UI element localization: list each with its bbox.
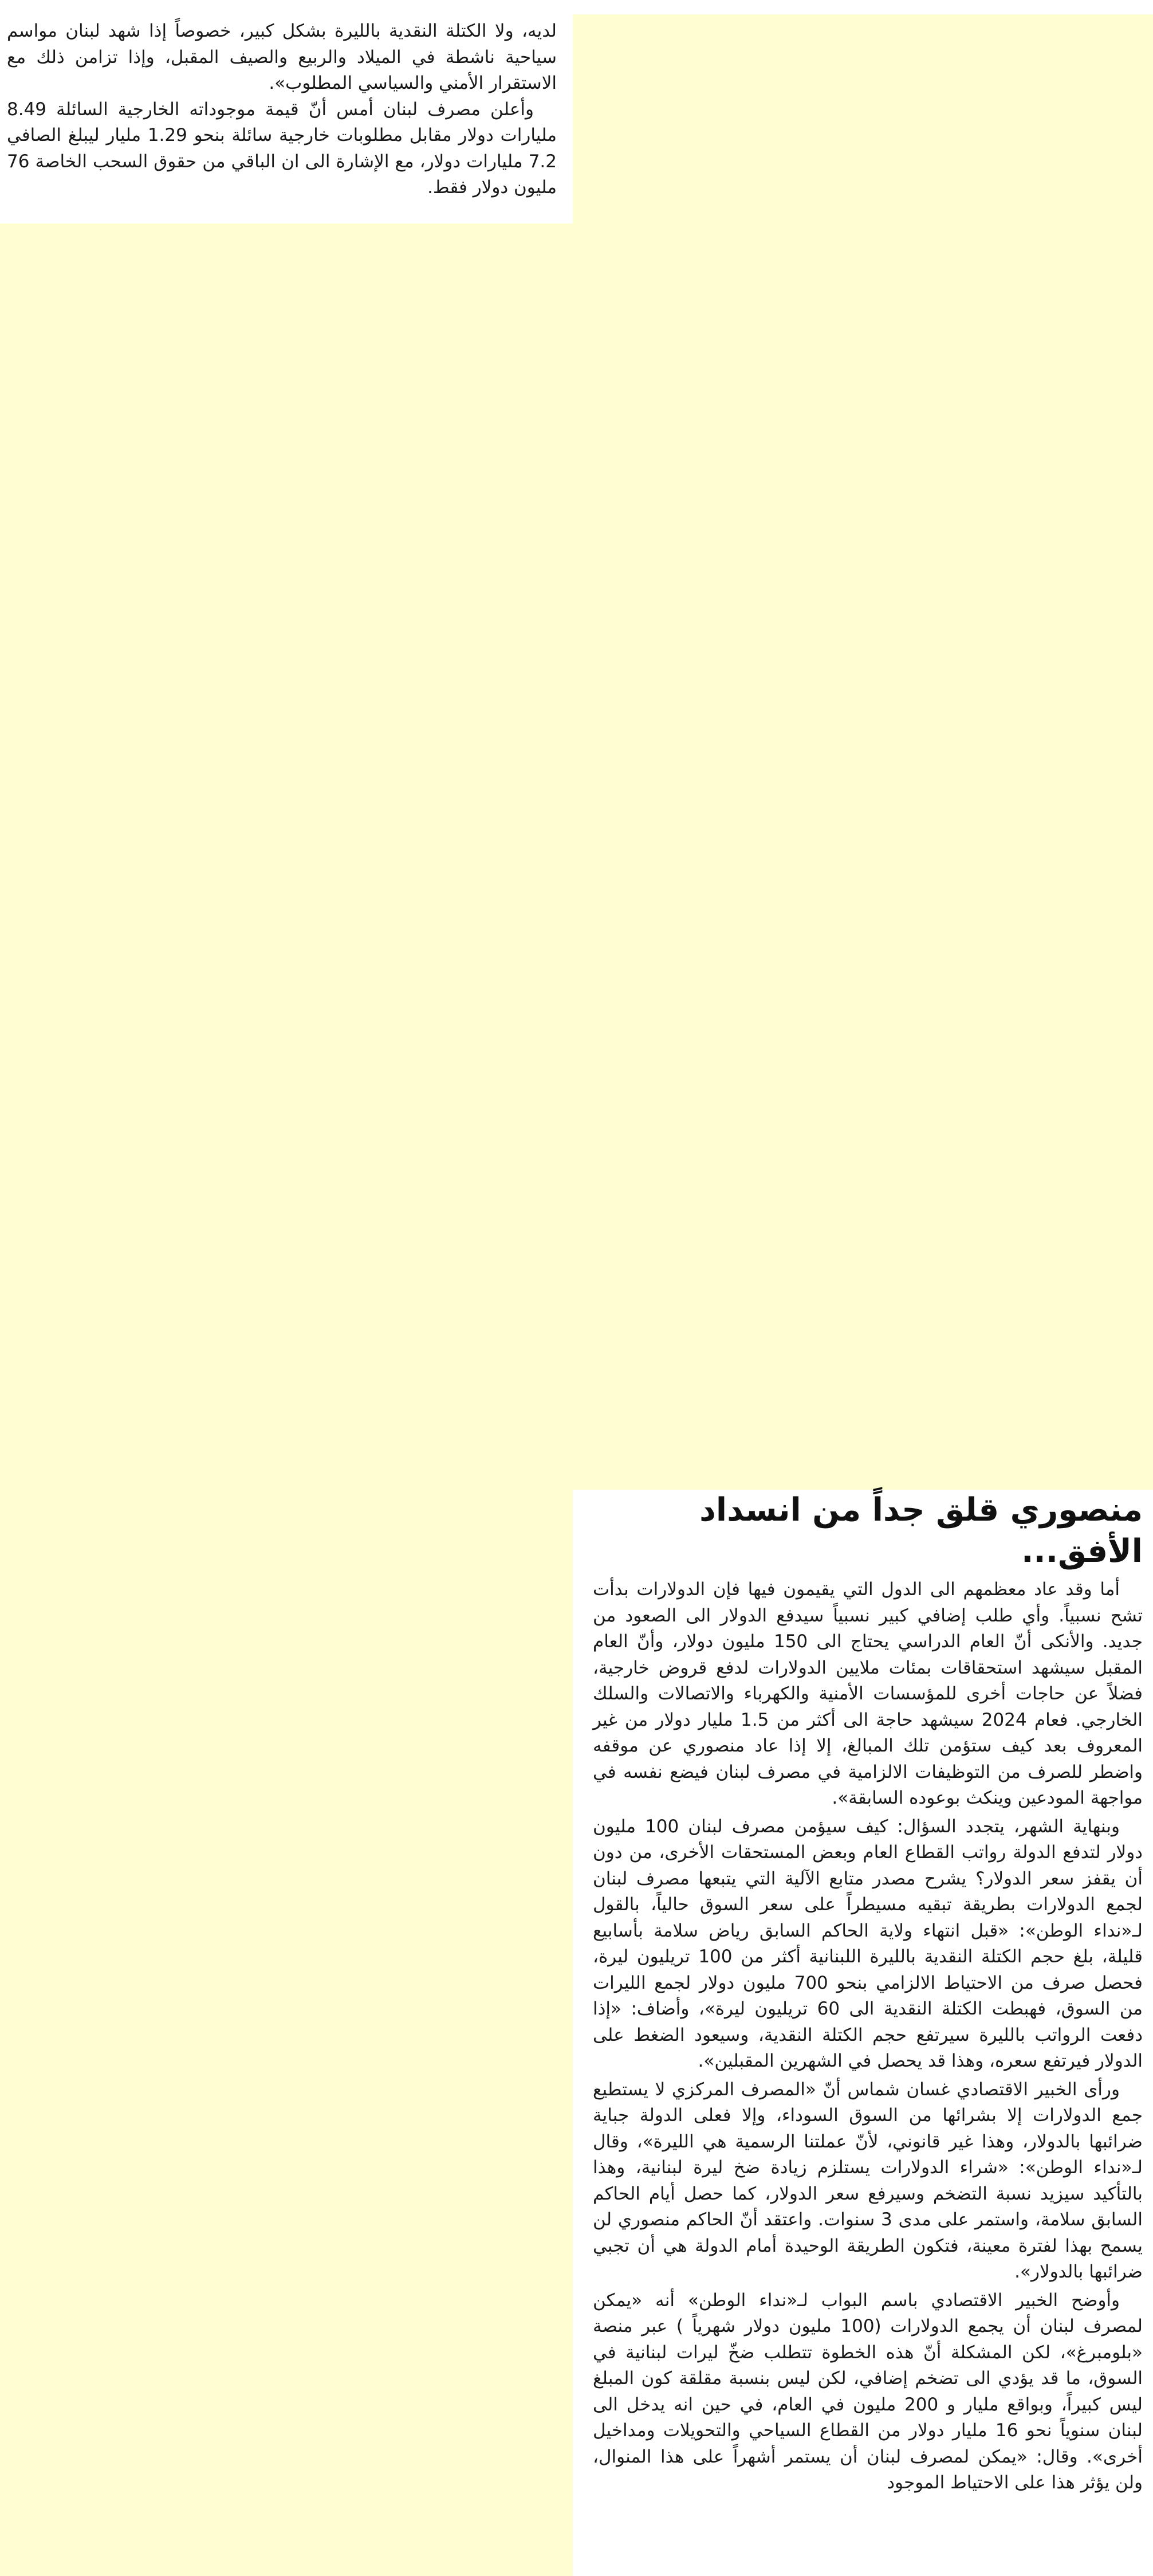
article-paragraph: وأوضح الخبير الاقتصادي باسم البواب لـ«نداء الوطن» أنه «يمكن لمصرف لبنان أن يجمع الدولارات (100 مليون دولار شهرياً ) عبر منصة «بلومبرغ»، لكن المشكلة أنّ هذه الخطوة تتطلب ضخّ ليرات لبنانية في السوق، ما قد يؤدي الى تضخم إضافي، لكن ليس بنسبة مقلقة كون المبلغ ليس كبيراً، وبواقع مليار و 200 مليون في العام، في حين انه يدخل الى لبنان سنوياً نحو 16 مليار دولار من القطاع السياحي والتحويلات ومداخيل أخرى». وقال: «يمكن لمصرف لبنان أن يستمر أشهراً على هذا المنوال، ولن يؤثر هذا على الاحتياط الموجود bbox=[593, 2290, 1143, 2493]
article-paragraph: لديه، ولا الكتلة النقدية بالليرة بشكل كبير، خصوصاً إذا شهد لبنان مواسم سياحية ناشطة في الميلاد والربيع والصيف المقبل، وإذا تزامن ذلك مع الاستقرار الأمني والسياسي المطلوب». bbox=[7, 21, 557, 93]
article-headline: منصوري قلق جداً من انسداد الأفق... bbox=[699, 1491, 1143, 1570]
main-article bbox=[593, 1490, 1143, 2499]
article-paragraph: أما وقد عاد معظمهم الى الدول التي يقيمون فيها فإن الدولارات بدأت تشح نسبياً. وأي طلب إضافي كبير نسبياً سيدفع الدولار الى الصعود من جديد. والأنكى أنّ العام الدراسي يحتاج الى 150 مليون دولار، وأنّ العام المقبل سيشهد استحقاقات بمئات ملايين الدولارات لدفع قروض خارجية، فضلاً عن حاجات أخرى للمؤسسات الأمنية والكهرباء والاتصالات والسلك الخارجي. فعام 2024 سيشهد حاجة الى أكثر من 1.5 مليار دولار من غير المعروف بعد كيف ستؤمن تلك المبالغ، إلا إذا عاد منصوري عن موقفه واضطر للصرف من التوظيفات الالزامية في مصرف لبنان فيضع نفسه في مواجهة المودعين وينكث بوعوده السابقة». bbox=[593, 1579, 1143, 1808]
article-paragraph: وبنهاية الشهر، يتجدد السؤال: كيف سيؤمن مصرف لبنان 100 مليون دولار لتدفع الدولة رواتب القطاع العام وبعض المستحقات الأخرى، من دون أن يقفز سعر الدولار؟ يشرح مصدر متابع الآلية التي يتبعها مصرف لبنان لجمع الدولارات بطريقة تبقيه مسيطراً على سعر السوق حالياً، بالقول لـ«نداء الوطن»: «قبل انتهاء ولاية الحاكم السابق رياض سلامة بأسابيع قليلة، بلغ حجم الكتلة النقدية بالليرة اللبنانية أكثر من 100 تريليون ليرة، فحصل صرف من الاحتياط الالزامي بنحو 700 مليون دولار لجمع الليرات من السوق، فهبطت الكتلة النقدية الى 60 تريليون ليرة»، وأضاف: «إذا دفعت الرواتب بالليرة سيرتفع حجم الكتلة النقدية، وسيعود الضغط على الدولار فيرتفع سعره، وهذا قد يحصل في الشهرين المقبلين». bbox=[593, 1816, 1143, 2071]
article-paragraph: وأعلن مصرف لبنان أمس أنّ قيمة موجوداته الخارجية السائلة 8.49 مليارات دولار مقابل مطلوبات خارجية سائلة بنحو 1.29 مليار ليبلغ الصافي 7.2 مليارات دولار، مع الإشارة الى ان الباقي من حقوق السحب الخاصة 76 مليون دولار فقط. bbox=[7, 99, 557, 198]
article-paragraph: ورأى الخبير الاقتصادي غسان شماس أنّ «المصرف المركزي لا يستطيع جمع الدولارات إلا بشرائها من السوق السوداء، وإلا فعلى الدولة جباية ضرائبها بالدولار، وهذا غير قانوني، لأنّ عملتنا الرسمية هي الليرة»، وقال لـ«نداء الوطن»: «شراء الدولارات يستلزم زيادة ضخ ليرة لبنانية، وهذا بالتأكيد سيزيد نسبة التضخم وسيرفع سعر الدولار، كما حصل أيام الحاكم السابق سلامة، واستمر على مدى 3 سنوات. واعتقد أنّ الحاكم منصوري لن يسمح بهذا لفترة معينة، فتكون الطريقة الوحيدة أمام الدولة هي أن تجبي ضرائبها بالدولار». bbox=[593, 2079, 1143, 2282]
page-background-cream-right bbox=[573, 14, 1153, 1490]
top-article-continuation bbox=[7, 18, 557, 201]
page-background-cream-left bbox=[0, 223, 573, 2576]
